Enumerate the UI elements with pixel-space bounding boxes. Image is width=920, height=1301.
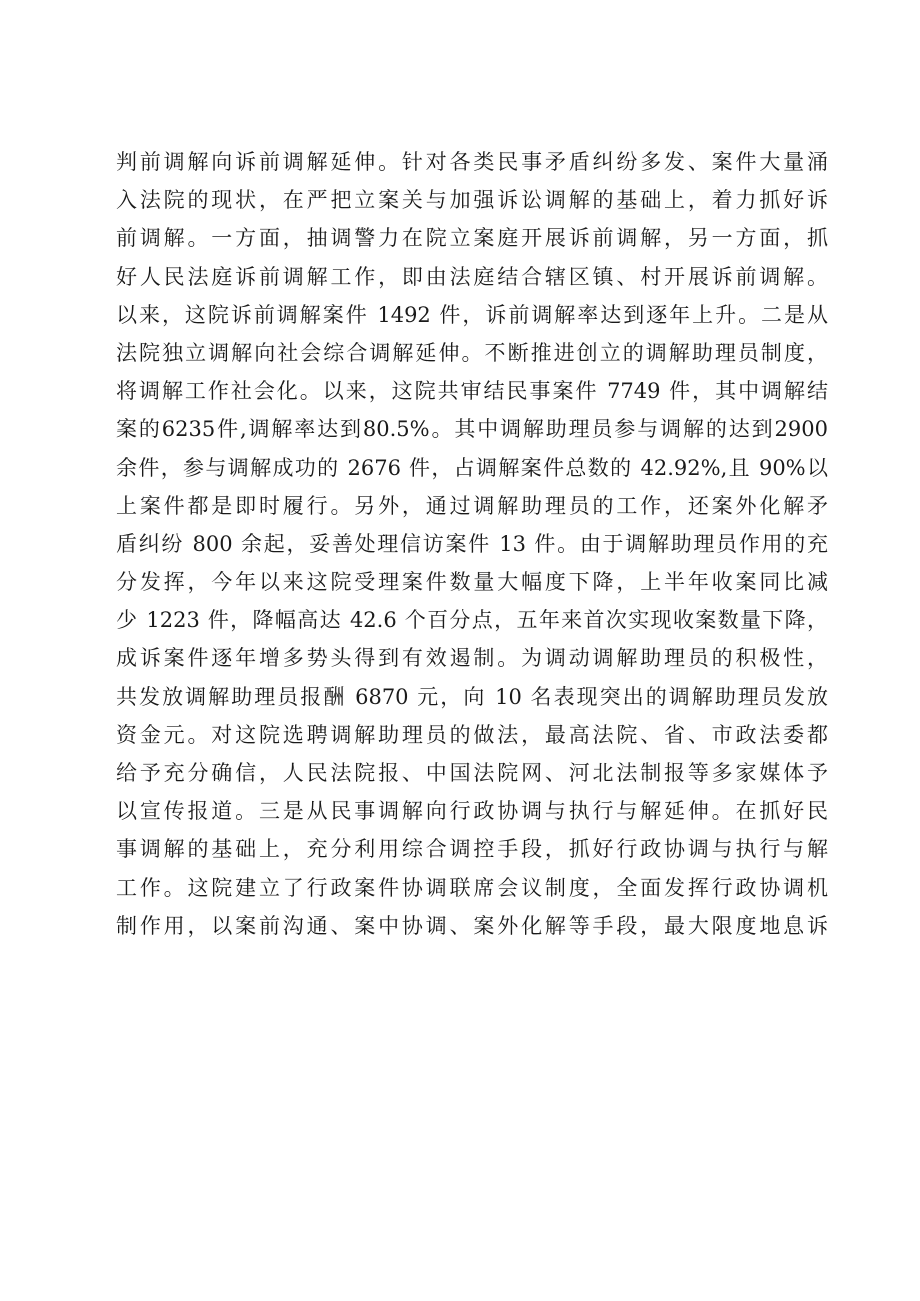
text-line: 案的6235件,调解率达到80.5%。其中调解助理员参与调解的达到2900	[116, 417, 828, 442]
text-line: 共发放调解助理员报酬 6870 元，向 10 名表现突出的调解助理员发放	[116, 684, 828, 709]
text-line: 余件，参与调解成功的 2676 件，占调解案件总数的 42.92%,且 90%以	[116, 455, 828, 480]
text-line: 资金元。对这院选聘调解助理员的做法，最高法院、省、市政法委都	[116, 722, 828, 747]
text-line: 事调解的基础上，充分利用综合调控手段，抓好行政协调与执行与解	[116, 837, 828, 862]
text-line: 给予充分确信，人民法院报、中国法院网、河北法制报等多家媒体予	[116, 761, 828, 785]
text-line: 前调解。一方面，抽调警力在院立案庭开展诉前调解，另一方面，抓	[116, 226, 828, 251]
text-line: 法院独立调解向社会综合调解延伸。不断推进创立的调解助理员制度，	[116, 340, 828, 365]
text-line: 制作用，以案前沟通、案中协调、案外化解等手段，最大限度地息诉	[116, 913, 828, 938]
text-line: 分发挥，今年以来这院受理案件数量大幅度下降，上半年收案同比减	[116, 570, 828, 595]
text-line: 入法院的现状，在严把立案关与加强诉讼调解的基础上，着力抓好诉	[116, 188, 828, 213]
text-line: 好人民法庭诉前调解工作，即由法庭结合辖区镇、村开展诉前调解。	[116, 264, 828, 289]
text-line: 将调解工作社会化。以来，这院共审结民事案件 7749 件，其中调解结	[116, 379, 828, 404]
text-line: 少 1223 件，降幅高达 42.6 个百分点，五年来首次实现收案数量下降，	[116, 608, 828, 633]
text-line: 以来，这院诉前调解案件 1492 件，诉前调解率达到逐年上升。二是从	[116, 302, 828, 327]
text-line: 上案件都是即时履行。另外，通过调解助理员的工作，还案外化解矛	[116, 493, 828, 518]
text-line: 盾纠纷 800 余起，妥善处理信访案件 13 件。由于调解助理员作用的充	[116, 531, 828, 556]
text-line: 以宣传报道。三是从民事调解向行政协调与执行与解延伸。在抓好民	[116, 799, 828, 824]
text-line: 工作。这院建立了行政案件协调联席会议制度，全面发挥行政协调机	[116, 875, 828, 900]
text-line: 成诉案件逐年增多势头得到有效遏制。为调动调解助理员的积极性，	[116, 646, 828, 671]
body-paragraph	[116, 143, 828, 945]
text-line: 判前调解向诉前调解延伸。针对各类民事矛盾纠纷多发、案件大量涌	[116, 150, 828, 174]
